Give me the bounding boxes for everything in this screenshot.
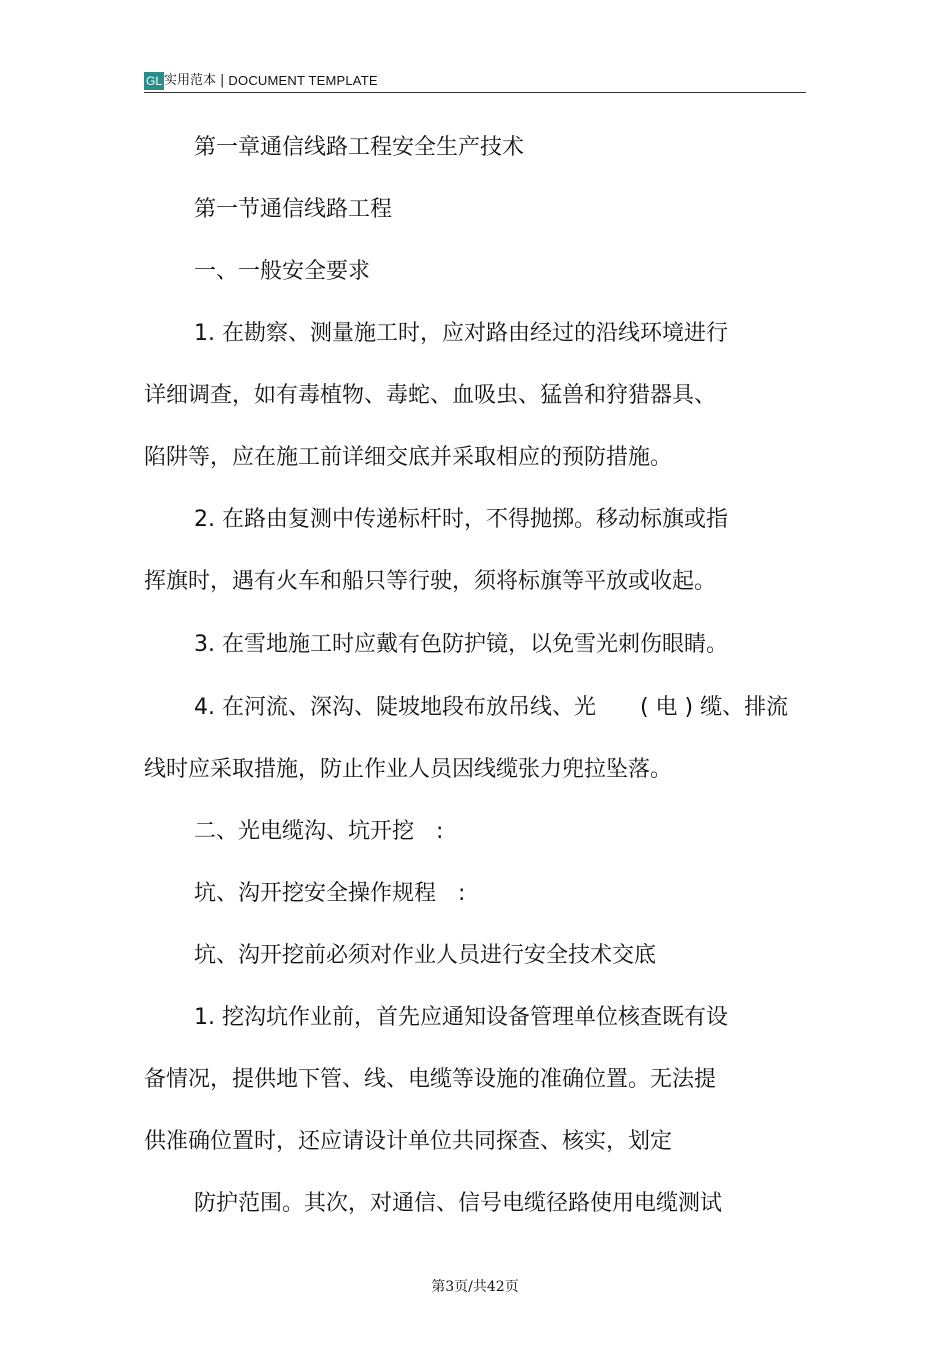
paragraph-line: 1. 在勘察、测量施工时，应对路由经过的沿线环境进行 — [194, 321, 728, 346]
paragraph-line: 陷阱等，应在施工前详细交底并采取相应的预防措施。 — [144, 445, 673, 470]
paragraph-line: 3. 在雪地施工时应戴有色防护镜，以免雪光刺伤眼睛。 — [194, 632, 728, 657]
paragraph-line: 挥旗时，遇有火车和船只等行驶，须将标旗等平放或收起。 — [144, 569, 717, 594]
header-brand: 实用范本 — [164, 73, 217, 88]
header-separator: | — [220, 73, 225, 88]
gl-logo: GL — [146, 74, 163, 88]
page-number: 第3页/共42页 — [431, 1279, 519, 1295]
section-title: 第一节通信线路工程 — [194, 197, 393, 222]
paragraph-line: 备情况，提供地下管、线、电缆等设施的准确位置。无法提 — [144, 1067, 717, 1092]
subsection-heading: 一、一般安全要求 — [194, 259, 371, 284]
paragraph-line: 1. 挖沟坑作业前，首先应通知设备管理单位核查既有设 — [194, 1005, 728, 1030]
header-title: DOCUMENT TEMPLATE — [228, 73, 378, 88]
paragraph-line: 2. 在路由复测中传递标杆时，不得抛掷。移动标旗或指 — [194, 507, 728, 532]
paragraph-line: 供准确位置时，还应请设计单位共同探查、核实，划定 — [144, 1129, 673, 1154]
paragraph-line: 线时应采取措施，防止作业人员因线缆张力兜拉坠落。 — [144, 757, 673, 782]
paragraph-line: 坑、沟开挖前必须对作业人员进行安全技术交底 — [194, 943, 657, 968]
subsection-heading: 二、光电缆沟、坑开挖 : — [194, 819, 444, 844]
chapter-title: 第一章通信线路工程安全生产技术 — [194, 135, 525, 160]
paragraph-line: 防护范围。其次，对通信、信号电缆径路使用电缆测试 — [194, 1191, 723, 1216]
paragraph-line: 4. 在河流、深沟、陡坡地段布放吊线、光 ( 电 ) 缆、排流 — [194, 695, 789, 720]
paragraph-line: 坑、沟开挖安全操作规程 : — [194, 881, 466, 906]
paragraph-line: 详细调查，如有毒植物、毒蛇、血吸虫、猛兽和狩猎器具、 — [144, 383, 717, 408]
